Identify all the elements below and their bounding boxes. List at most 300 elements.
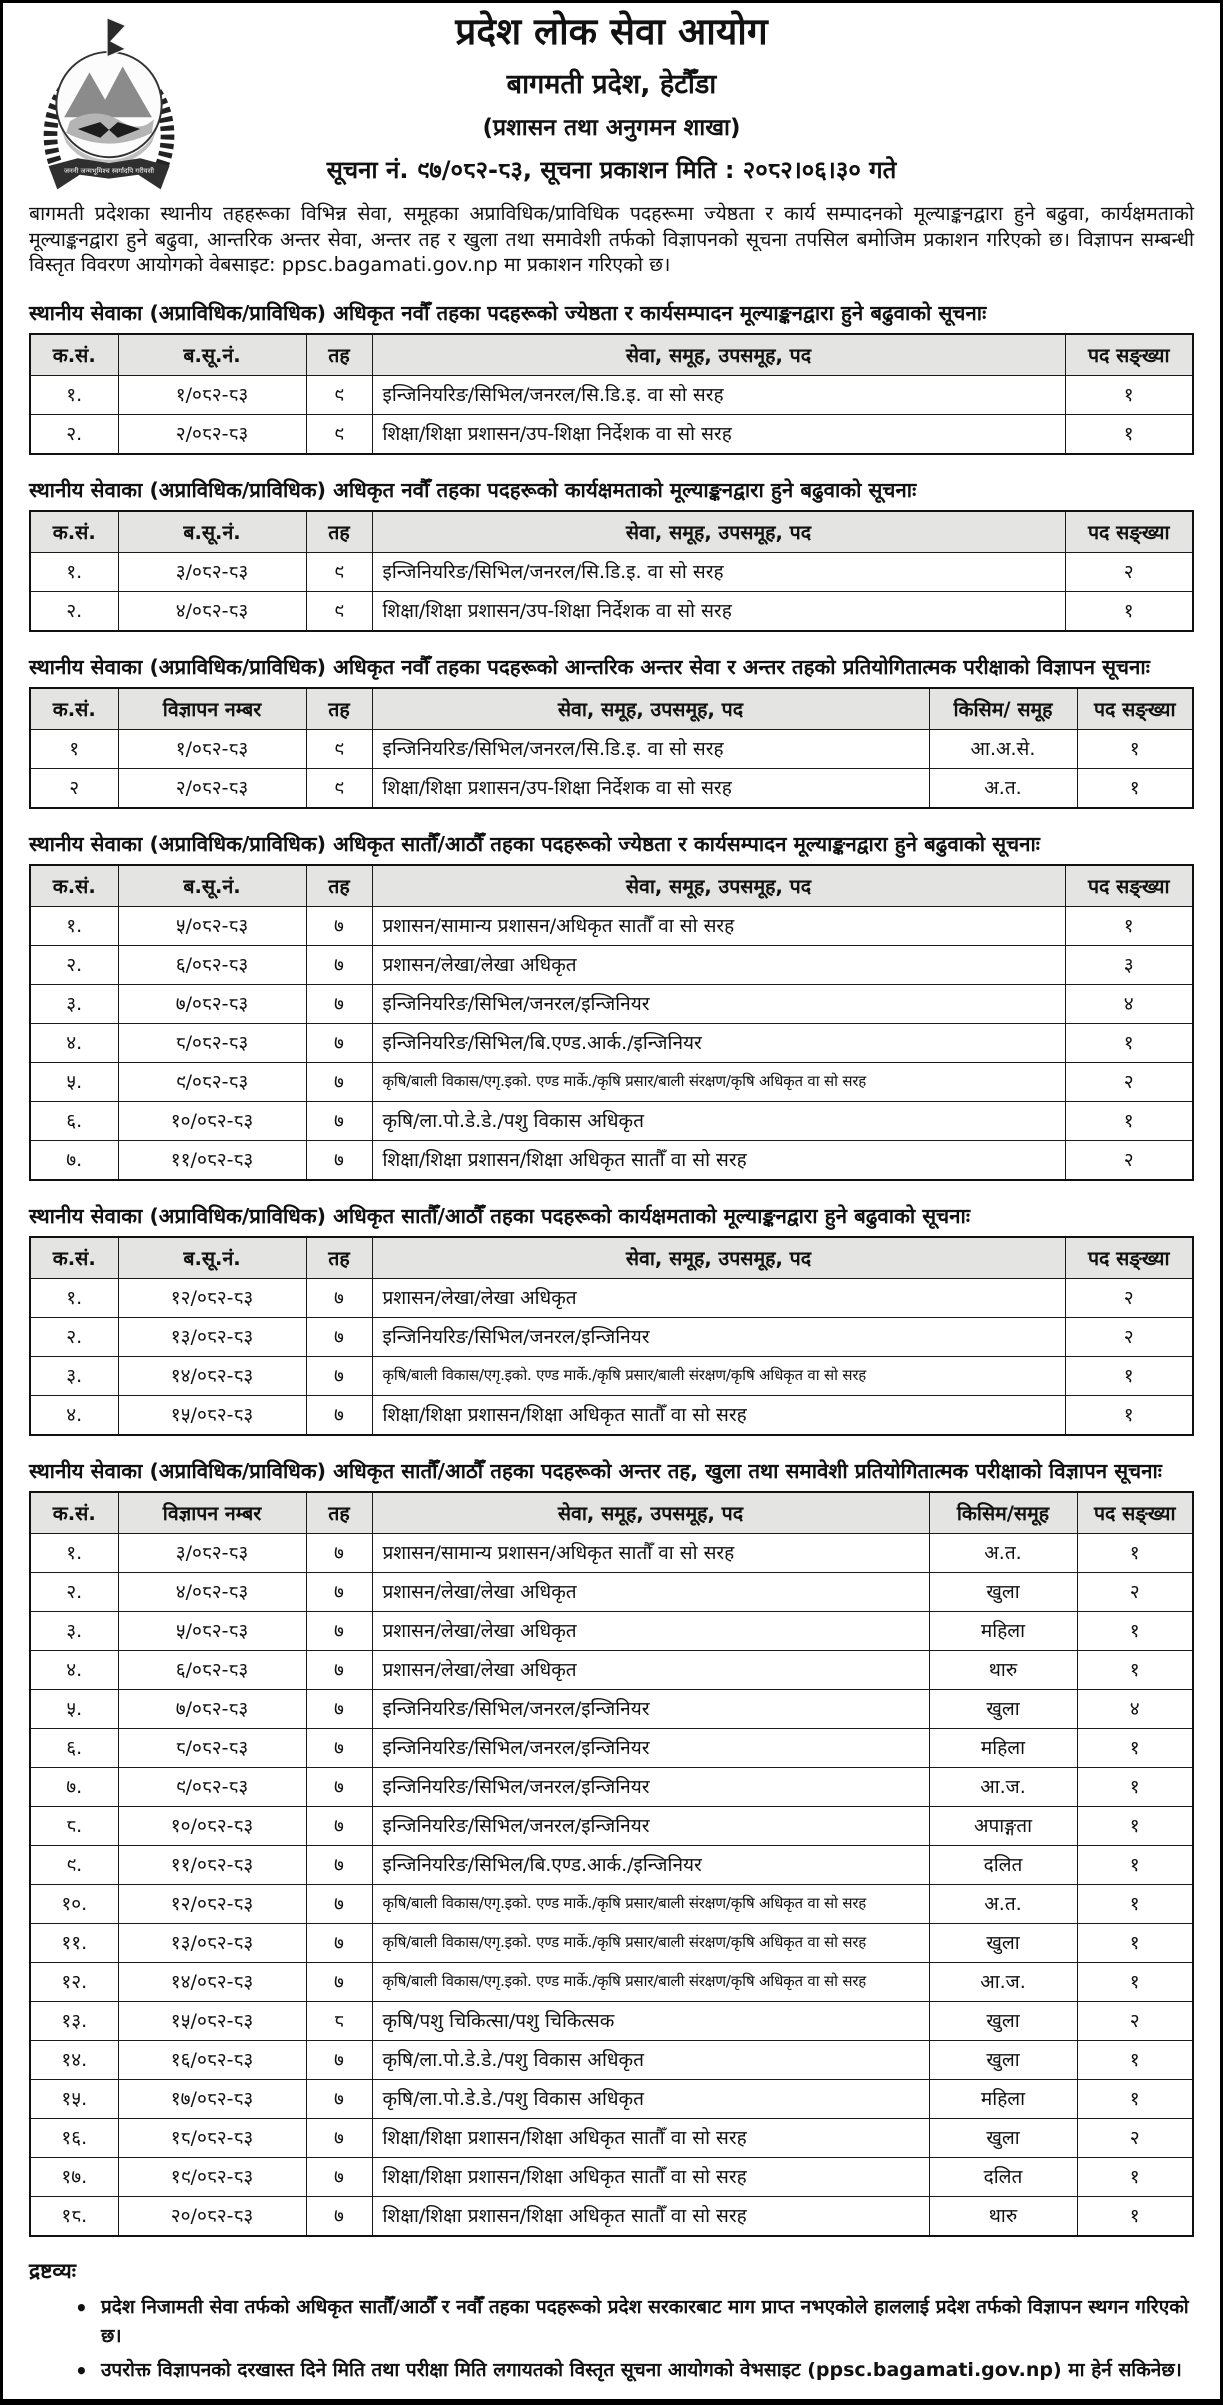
table-cell: प्रशासन/सामान्य प्रशासन/अधिकृत सातौँ वा सो सरह <box>372 1534 929 1573</box>
table-row <box>30 1963 1193 2002</box>
table-cell: ७ <box>306 1807 372 1846</box>
table-cell: ३/०८२-८३ <box>118 1534 306 1573</box>
table-row <box>30 907 1193 946</box>
table-cell: २ <box>30 769 118 809</box>
section-heading: स्थानीय सेवाका (अप्राविधिक/प्राविधिक) अधिकृत सातौँ/आठौँ तहका पदहरूको कार्यक्षमताको मूल्याङ्कनद्वारा हुने बढुवाको सूचनाः <box>29 1204 970 1229</box>
table-cell: शिक्षा/शिक्षा प्रशासन/उप-शिक्षा निर्देशक वा सो सरह <box>372 592 1065 632</box>
table-row <box>30 1924 1193 1963</box>
table-cell: ९ <box>306 376 372 415</box>
notice-table <box>29 1236 1194 1436</box>
table-cell: महिला <box>929 2080 1077 2119</box>
table-cell: १ <box>1065 1024 1193 1063</box>
table-cell: प्रशासन/सामान्य प्रशासन/अधिकृत सातौँ वा सो सरह <box>372 907 1065 946</box>
table-cell: ६. <box>30 1729 118 1768</box>
table-row <box>30 1063 1193 1102</box>
table-cell: इन्जिनियरिङ/सिभिल/बि.एण्ड.आर्क./इन्जिनियर <box>372 1846 929 1885</box>
table-cell: १. <box>30 376 118 415</box>
table-cell: आ.ज. <box>929 1963 1077 2002</box>
column-header: पद सङ्ख्या <box>1065 1237 1193 1279</box>
table-cell: १ <box>1065 1396 1193 1436</box>
section-heading: स्थानीय सेवाका (अप्राविधिक/प्राविधिक) अधिकृत सातौँ/आठौँ तहका पदहरूको अन्तर तह, खुला तथा समावेशी प्रतियोगितात्मक परीक्षाको विज्ञापन सूचनाः <box>29 1459 1162 1484</box>
table-cell: खुला <box>929 1690 1077 1729</box>
table-cell: २ <box>1065 1063 1193 1102</box>
table-cell: १. <box>30 553 118 592</box>
table-cell: आ.अ.से. <box>929 730 1077 769</box>
table-cell: इन्जिनियरिङ/सिभिल/जनरल/सि.डि.इ. वा सो सरह <box>372 553 1065 592</box>
table-row <box>30 2041 1193 2080</box>
column-header: ब.सू.नं. <box>118 334 306 376</box>
column-header: क.सं. <box>30 865 118 907</box>
table-cell: २. <box>30 592 118 632</box>
column-header: ब.सू.नं. <box>118 865 306 907</box>
table-cell: ७ <box>306 1102 372 1141</box>
table-row <box>30 730 1193 769</box>
table-cell: १७/०८२-८३ <box>118 2080 306 2119</box>
table-cell: ९. <box>30 1846 118 1885</box>
table-cell: ७ <box>306 1063 372 1102</box>
table-row <box>30 1318 1193 1357</box>
column-header: तह <box>306 865 372 907</box>
table-cell: कृषि/बाली विकास/एगृ.इको. एण्ड मार्के./कृषि प्रसार/बाली संरक्षण/कृषि अधिकृत वा सो सरह <box>372 1963 929 2002</box>
nepal-flag-icon <box>107 18 126 57</box>
table-cell: ७ <box>306 1534 372 1573</box>
table-cell: १ <box>1077 1924 1193 1963</box>
table-cell: ७ <box>306 1846 372 1885</box>
table-cell: ७/०८२-८३ <box>118 1690 306 1729</box>
table-cell: १ <box>1077 1846 1193 1885</box>
table-cell: ८. <box>30 1807 118 1846</box>
table-cell: १२. <box>30 1963 118 2002</box>
table-cell: ६/०८२-८३ <box>118 1651 306 1690</box>
table-cell: १५/०८२-८३ <box>118 1396 306 1436</box>
table-cell: अपाङ्गता <box>929 1807 1077 1846</box>
table-row <box>30 1651 1193 1690</box>
table-cell: १४. <box>30 2041 118 2080</box>
section-seventh-seniority <box>29 830 1194 1181</box>
table-cell: १/०८२-८३ <box>118 376 306 415</box>
table-row <box>30 985 1193 1024</box>
table-cell: ३. <box>30 1357 118 1396</box>
table-cell: ८/०८२-८३ <box>118 1729 306 1768</box>
column-header: पद सङ्ख्या <box>1077 688 1193 730</box>
table-cell: ९ <box>306 592 372 632</box>
table-cell: १/०८२-८३ <box>118 730 306 769</box>
emblem-motto: जननी जन्मभूमिश्च स्वर्गादपि गरीयसी <box>63 166 155 175</box>
column-header: क.सं. <box>30 1492 118 1534</box>
table-cell: खुला <box>929 2002 1077 2041</box>
table-cell: कृषि/ला.पो.डे.डे./पशु विकास अधिकृत <box>372 2041 929 2080</box>
table-cell: ५/०८२-८३ <box>118 1612 306 1651</box>
table-cell: ४. <box>30 1651 118 1690</box>
table-cell: १२/०८२-८३ <box>118 1885 306 1924</box>
column-header: तह <box>306 1237 372 1279</box>
table-cell: शिक्षा/शिक्षा प्रशासन/शिक्षा अधिकृत सातौँ वा सो सरह <box>372 2119 929 2158</box>
table-cell: १४/०८२-८३ <box>118 1357 306 1396</box>
table-cell: १ <box>1077 769 1193 809</box>
table-cell: ७ <box>306 1768 372 1807</box>
table-row <box>30 1396 1193 1436</box>
table-cell: ८ <box>306 2002 372 2041</box>
table-cell: १ <box>1077 2197 1193 2237</box>
header-text-block <box>29 9 1194 186</box>
column-header: तह <box>306 688 372 730</box>
table-row <box>30 376 1193 415</box>
notice-table <box>29 1491 1194 2237</box>
column-header: क.सं. <box>30 1237 118 1279</box>
footer-notes <box>29 2257 1194 2385</box>
section-ninth-capability <box>29 476 1194 632</box>
table-cell: १८. <box>30 2197 118 2237</box>
table-cell: ४. <box>30 1396 118 1436</box>
table-cell: १ <box>1065 1357 1193 1396</box>
table-cell: ४ <box>1065 985 1193 1024</box>
column-header: ब.सू.नं. <box>118 1237 306 1279</box>
emblem-graphic <box>31 11 187 203</box>
table-cell: १ <box>30 730 118 769</box>
column-header: तह <box>306 334 372 376</box>
table-cell: इन्जिनियरिङ/सिभिल/जनरल/इन्जिनियर <box>372 1690 929 1729</box>
table-cell: १०/०८२-८३ <box>118 1807 306 1846</box>
table-cell: प्रशासन/लेखा/लेखा अधिकृत <box>372 1573 929 1612</box>
section-heading: स्थानीय सेवाका (अप्राविधिक/प्राविधिक) अधिकृत नवौँ तहका पदहरूको ज्येष्ठता र कार्यसम्पादन मूल्याङ्कनद्वारा हुने बढुवाको सूचनाः <box>29 301 987 326</box>
table-cell: ७ <box>306 1924 372 1963</box>
table-cell: १ <box>1077 2041 1193 2080</box>
table-cell: ७ <box>306 907 372 946</box>
table-cell: १ <box>1077 1729 1193 1768</box>
table-row <box>30 592 1193 632</box>
table-cell: ७. <box>30 1141 118 1181</box>
table-cell: खुला <box>929 1924 1077 1963</box>
table-cell: ६/०८२-८३ <box>118 946 306 985</box>
column-header: विज्ञापन नम्बर <box>118 1492 306 1534</box>
table-cell: २ <box>1077 1573 1193 1612</box>
table-cell: इन्जिनियरिङ/सिभिल/जनरल/इन्जिनियर <box>372 1729 929 1768</box>
table-cell: २ <box>1077 2119 1193 2158</box>
table-row <box>30 2119 1193 2158</box>
table-cell: कृषि/बाली विकास/एगृ.इको. एण्ड मार्के./कृषि प्रसार/बाली संरक्षण/कृषि अधिकृत वा सो सरह <box>372 1063 1065 1102</box>
table-cell: ७ <box>306 1885 372 1924</box>
table-header-row <box>30 865 1193 907</box>
column-header: पद सङ्ख्या <box>1065 511 1193 553</box>
table-cell: ७ <box>306 946 372 985</box>
table-cell: १०. <box>30 1885 118 1924</box>
notice-table <box>29 864 1194 1181</box>
table-cell: प्रशासन/लेखा/लेखा अधिकृत <box>372 1279 1065 1318</box>
table-cell: ७ <box>306 2080 372 2119</box>
table-cell: ७ <box>306 1024 372 1063</box>
table-cell: इन्जिनियरिङ/सिभिल/जनरल/इन्जिनियर <box>372 1768 929 1807</box>
table-cell: ४ <box>1077 1690 1193 1729</box>
table-cell: दलित <box>929 1846 1077 1885</box>
column-header: किसिम/समूह <box>929 1492 1077 1534</box>
table-cell: १ <box>1065 376 1193 415</box>
table-header-row <box>30 511 1193 553</box>
notice-table <box>29 333 1194 455</box>
table-cell: १ <box>1077 1807 1193 1846</box>
table-row <box>30 1357 1193 1396</box>
table-row <box>30 2158 1193 2197</box>
table-cell: १०/०८२-८३ <box>118 1102 306 1141</box>
table-row <box>30 1534 1193 1573</box>
column-header: ब.सू.नं. <box>118 511 306 553</box>
table-cell: ३. <box>30 1612 118 1651</box>
table-cell: ७ <box>306 1357 372 1396</box>
table-cell: ७ <box>306 1612 372 1651</box>
table-row <box>30 1279 1193 1318</box>
table-cell: ९ <box>306 553 372 592</box>
table-cell: ७ <box>306 1729 372 1768</box>
table-cell: इन्जिनियरिङ/सिभिल/जनरल/सि.डि.इ. वा सो सरह <box>372 376 1065 415</box>
table-cell: ९ <box>306 415 372 455</box>
table-cell: ९/०८२-८३ <box>118 1768 306 1807</box>
table-row <box>30 1768 1193 1807</box>
table-cell: २. <box>30 946 118 985</box>
table-cell: १७. <box>30 2158 118 2197</box>
table-cell: ५. <box>30 1063 118 1102</box>
table-cell: ७ <box>306 1318 372 1357</box>
table-cell: अ.त. <box>929 769 1077 809</box>
notes-label: द्रष्टव्यः <box>29 2259 77 2284</box>
table-cell: कृषि/पशु चिकित्सा/पशु चिकित्सक <box>372 2002 929 2041</box>
table-cell: ९ <box>306 730 372 769</box>
table-cell: १४/०८२-८३ <box>118 1963 306 2002</box>
table-cell: इन्जिनियरिङ/सिभिल/जनरल/इन्जिनियर <box>372 1807 929 1846</box>
table-cell: ७ <box>306 1396 372 1436</box>
table-cell: २. <box>30 1318 118 1357</box>
table-cell: १३/०८२-८३ <box>118 1318 306 1357</box>
table-cell: थारु <box>929 1651 1077 1690</box>
table-cell: ४/०८२-८३ <box>118 1573 306 1612</box>
table-cell: १ <box>1077 1612 1193 1651</box>
table-row <box>30 1141 1193 1181</box>
table-header-row <box>30 1492 1193 1534</box>
table-cell: दलित <box>929 2158 1077 2197</box>
table-cell: खुला <box>929 2119 1077 2158</box>
table-cell: प्रशासन/लेखा/लेखा अधिकृत <box>372 1651 929 1690</box>
table-cell: १३. <box>30 2002 118 2041</box>
table-cell: १ <box>1077 1963 1193 2002</box>
table-row <box>30 1729 1193 1768</box>
section-seventh-open-inclusive <box>29 1457 1194 2237</box>
table-cell: प्रशासन/लेखा/लेखा अधिकृत <box>372 946 1065 985</box>
column-header: क.सं. <box>30 511 118 553</box>
table-cell: अ.त. <box>929 1885 1077 1924</box>
section-seventh-capability <box>29 1202 1194 1436</box>
psc-emblem-logo <box>31 11 187 203</box>
intro-paragraph: बागमती प्रदेशका स्थानीय तहहरूका विभिन्न सेवा, समूहका अप्राविधिक/प्राविधिक पदहरूमा ज्येष्ठता र कार्य सम्पादनको मूल्याङ्कनद्वारा हुने बढुवा, कार्यक्षमताको मूल्याङ्कनद्वारा हुने बढुवा, आन्तरिक अन्तर सेवा, अन्तर तह र खुला तथा समावेशी तर्फको विज्ञापनको सूचना तपसिल बमोजिम प्रकाशन गरिएको छ। विज्ञापन सम्बन्धी विस्तृत विवरण आयोगको वेबसाइट: ppsc.bagamati.gov.np मा प्रकाशन गरिएको छ। <box>29 202 1194 277</box>
table-cell: १ <box>1065 592 1193 632</box>
notes-list <box>29 2293 1194 2385</box>
table-cell: १ <box>1077 1534 1193 1573</box>
table-cell: शिक्षा/शिक्षा प्रशासन/शिक्षा अधिकृत सातौँ वा सो सरह <box>372 1396 1065 1436</box>
column-header: तह <box>306 511 372 553</box>
table-cell: कृषि/बाली विकास/एगृ.इको. एण्ड मार्के./कृषि प्रसार/बाली संरक्षण/कृषि अधिकृत वा सो सरह <box>372 1924 929 1963</box>
table-cell: १ <box>1077 1768 1193 1807</box>
table-cell: ७ <box>306 1279 372 1318</box>
table-cell: ७ <box>306 1963 372 2002</box>
table-cell: इन्जिनियरिङ/सिभिल/जनरल/सि.डि.इ. वा सो सरह <box>372 730 929 769</box>
table-cell: खुला <box>929 1573 1077 1612</box>
table-cell: इन्जिनियरिङ/सिभिल/जनरल/इन्जिनियर <box>372 985 1065 1024</box>
table-cell: १६/०८२-८३ <box>118 2041 306 2080</box>
table-cell: ९ <box>306 769 372 809</box>
table-cell: २०/०८२-८३ <box>118 2197 306 2237</box>
section-ninth-seniority <box>29 299 1194 455</box>
table-row <box>30 553 1193 592</box>
note-item: • उपरोक्त विज्ञापनको दरखास्त दिने मिति तथा परीक्षा मिति लगायतको विस्तृत सूचना आयोगको वेभसाइट (ppsc.bagamati.gov.np) मा हेर्न सकिनेछ। <box>75 2356 1194 2385</box>
table-row <box>30 1846 1193 1885</box>
table-row <box>30 1807 1193 1846</box>
column-header: पद सङ्ख्या <box>1077 1492 1193 1534</box>
table-cell: ११. <box>30 1924 118 1963</box>
table-cell: ४. <box>30 1024 118 1063</box>
table-cell: शिक्षा/शिक्षा प्रशासन/उप-शिक्षा निर्देशक वा सो सरह <box>372 415 1065 455</box>
table-cell: ७. <box>30 1768 118 1807</box>
table-cell: १३/०८२-८३ <box>118 1924 306 1963</box>
table-cell: कृषि/ला.पो.डे.डे./पशु विकास अधिकृत <box>372 1102 1065 1141</box>
table-cell: १ <box>1077 730 1193 769</box>
table-cell: १. <box>30 1279 118 1318</box>
table-row <box>30 2002 1193 2041</box>
table-cell: शिक्षा/शिक्षा प्रशासन/शिक्षा अधिकृत सातौँ वा सो सरह <box>372 2158 929 2197</box>
table-cell: २ <box>1065 1318 1193 1357</box>
org-location: बागमती प्रदेश, हेटौँडा <box>506 68 717 100</box>
notice-number-line: सूचना नं. ९७/०८२-८३, सूचना प्रकाशन मिति : २०८२।०६।३० गते <box>326 155 897 184</box>
table-cell: ३. <box>30 985 118 1024</box>
table-cell: १ <box>1065 907 1193 946</box>
table-cell: ४/०८२-८३ <box>118 592 306 632</box>
table-cell: ६. <box>30 1102 118 1141</box>
table-row <box>30 1690 1193 1729</box>
column-header: सेवा, समूह, उपसमूह, पद <box>372 1237 1065 1279</box>
table-cell: १६. <box>30 2119 118 2158</box>
table-cell: ११/०८२-८३ <box>118 1141 306 1181</box>
table-cell: ७/०८२-८३ <box>118 985 306 1024</box>
column-header: विज्ञापन नम्बर <box>118 688 306 730</box>
notice-table <box>29 687 1194 809</box>
table-row <box>30 1102 1193 1141</box>
table-cell: १२/०८२-८३ <box>118 1279 306 1318</box>
table-header-row <box>30 688 1193 730</box>
table-row <box>30 1612 1193 1651</box>
column-header: पद सङ्ख्या <box>1065 334 1193 376</box>
table-cell: कृषि/बाली विकास/एगृ.इको. एण्ड मार्के./कृषि प्रसार/बाली संरक्षण/कृषि अधिकृत वा सो सरह <box>372 1885 929 1924</box>
table-cell: ७ <box>306 2041 372 2080</box>
section-ninth-internal <box>29 653 1194 809</box>
table-cell: शिक्षा/शिक्षा प्रशासन/शिक्षा अधिकृत सातौँ वा सो सरह <box>372 2197 929 2237</box>
table-cell: २. <box>30 1573 118 1612</box>
table-cell: २ <box>1065 1141 1193 1181</box>
table-cell: ७ <box>306 1573 372 1612</box>
table-cell: २. <box>30 415 118 455</box>
table-cell: ७ <box>306 2158 372 2197</box>
table-cell: शिक्षा/शिक्षा प्रशासन/उप-शिक्षा निर्देशक वा सो सरह <box>372 769 929 809</box>
column-header: सेवा, समूह, उपसमूह, पद <box>372 334 1065 376</box>
table-cell: शिक्षा/शिक्षा प्रशासन/शिक्षा अधिकृत सातौँ वा सो सरह <box>372 1141 1065 1181</box>
table-cell: ७ <box>306 1651 372 1690</box>
table-cell: कृषि/बाली विकास/एगृ.इको. एण्ड मार्के./कृषि प्रसार/बाली संरक्षण/कृषि अधिकृत वा सो सरह <box>372 1357 1065 1396</box>
table-cell: १. <box>30 907 118 946</box>
table-cell: कृषि/ला.पो.डे.डे./पशु विकास अधिकृत <box>372 2080 929 2119</box>
table-row <box>30 946 1193 985</box>
section-heading: स्थानीय सेवाका (अप्राविधिक/प्राविधिक) अधिकृत सातौँ/आठौँ तहका पदहरूको ज्येष्ठता र कार्यसम्पादन मूल्याङ्कनद्वारा हुने बढुवाको सूचनाः <box>29 832 1040 857</box>
table-cell: ८/०८२-८३ <box>118 1024 306 1063</box>
table-cell: १५/०८२-८३ <box>118 2002 306 2041</box>
column-header: तह <box>306 1492 372 1534</box>
table-cell: अ.त. <box>929 1534 1077 1573</box>
org-branch: (प्रशासन तथा अनुगमन शाखा) <box>482 114 741 141</box>
table-cell: ११/०८२-८३ <box>118 1846 306 1885</box>
table-cell: ७ <box>306 1141 372 1181</box>
table-cell: महिला <box>929 1729 1077 1768</box>
table-cell: इन्जिनियरिङ/सिभिल/बि.एण्ड.आर्क./इन्जिनियर <box>372 1024 1065 1063</box>
table-cell: थारु <box>929 2197 1077 2237</box>
table-header-row <box>30 334 1193 376</box>
notice-table <box>29 510 1194 632</box>
table-cell: १ <box>1077 2080 1193 2119</box>
table-cell: ७ <box>306 2119 372 2158</box>
document-header <box>29 9 1194 187</box>
table-cell: ३/०८२-८३ <box>118 553 306 592</box>
column-header: क.सं. <box>30 688 118 730</box>
table-cell: ९/०८२-८३ <box>118 1063 306 1102</box>
table-cell: ७ <box>306 1690 372 1729</box>
table-cell: प्रशासन/लेखा/लेखा अधिकृत <box>372 1612 929 1651</box>
table-cell: २ <box>1077 2002 1193 2041</box>
table-cell: ७ <box>306 2197 372 2237</box>
table-cell: ७ <box>306 985 372 1024</box>
table-cell: १ <box>1077 1885 1193 1924</box>
table-cell: २/०८२-८३ <box>118 415 306 455</box>
table-cell: इन्जिनियरिङ/सिभिल/जनरल/इन्जिनियर <box>372 1318 1065 1357</box>
table-row <box>30 2080 1193 2119</box>
note-item: • प्रदेश निजामती सेवा तर्फको अधिकृत सातौँ/आठौँ र नवौँ तहका पदहरूको प्रदेश सरकारबाट माग प्राप्त नभएकोले हाललाई प्रदेश तर्फको विज्ञापन स्थगन गरिएको छ। <box>75 2293 1194 2350</box>
table-cell: १ <box>1077 2158 1193 2197</box>
table-cell: १५. <box>30 2080 118 2119</box>
table-cell: १८/०८२-८३ <box>118 2119 306 2158</box>
table-cell: १ <box>1077 1651 1193 1690</box>
table-row <box>30 769 1193 809</box>
column-header: सेवा, समूह, उपसमूह, पद <box>372 865 1065 907</box>
column-header: क.सं. <box>30 334 118 376</box>
column-header: सेवा, समूह, उपसमूह, पद <box>372 688 929 730</box>
table-row <box>30 1573 1193 1612</box>
table-cell: १ <box>1065 415 1193 455</box>
table-cell: १ <box>1065 1102 1193 1141</box>
org-title: प्रदेश लोक सेवा आयोग <box>455 10 768 53</box>
table-cell: ३ <box>1065 946 1193 985</box>
section-heading: स्थानीय सेवाका (अप्राविधिक/प्राविधिक) अधिकृत नवौँ तहका पदहरूको कार्यक्षमताको मूल्याङ्कनद्वारा हुने बढुवाको सूचनाः <box>29 478 917 503</box>
column-header: किसिम/ समूह <box>929 688 1077 730</box>
section-heading: स्थानीय सेवाका (अप्राविधिक/प्राविधिक) अधिकृत नवौँ तहका पदहरूको आन्तरिक अन्तर सेवा र अन्तर तहको प्रतियोगितात्मक परीक्षाको विज्ञापन सूचनाः <box>29 655 1150 680</box>
table-cell: २ <box>1065 1279 1193 1318</box>
table-cell: १९/०८२-८३ <box>118 2158 306 2197</box>
table-cell: २/०८२-८३ <box>118 769 306 809</box>
table-cell: आ.ज. <box>929 1768 1077 1807</box>
table-cell: २ <box>1065 553 1193 592</box>
table-cell: महिला <box>929 1612 1077 1651</box>
column-header: सेवा, समूह, उपसमूह, पद <box>372 511 1065 553</box>
column-header: पद सङ्ख्या <box>1065 865 1193 907</box>
table-cell: ५/०८२-८३ <box>118 907 306 946</box>
table-row <box>30 1024 1193 1063</box>
column-header: सेवा, समूह, उपसमूह, पद <box>372 1492 929 1534</box>
table-cell: खुला <box>929 2041 1077 2080</box>
table-row <box>30 2197 1193 2237</box>
table-row <box>30 1885 1193 1924</box>
table-cell: १. <box>30 1534 118 1573</box>
table-header-row <box>30 1237 1193 1279</box>
